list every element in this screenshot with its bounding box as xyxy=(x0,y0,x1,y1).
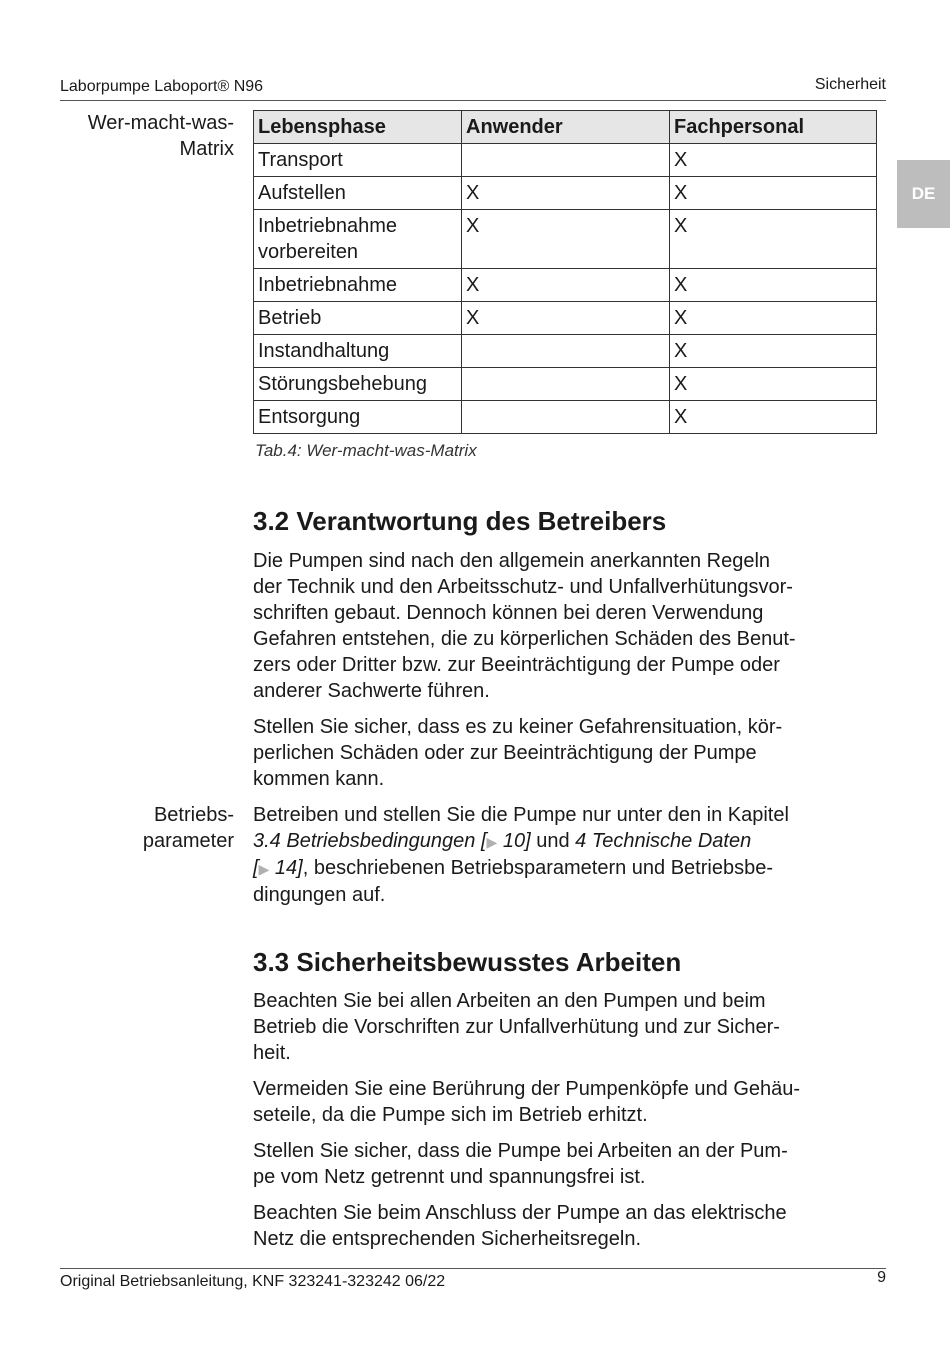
reference-page: 14] xyxy=(269,857,303,879)
header-cell: Fachpersonal xyxy=(670,111,877,144)
table-row xyxy=(254,210,877,269)
header-product: Laborpumpe Laboport® N96 xyxy=(60,78,264,95)
table-cell: X xyxy=(462,269,670,302)
table-cell: Betrieb xyxy=(254,302,462,335)
page-header xyxy=(60,76,886,101)
margin-label-line-1: Betriebs- xyxy=(153,804,234,826)
table-cell: X xyxy=(670,269,877,302)
section-title-3-2: 3.2 Verantwortung des Betreibers xyxy=(253,506,667,536)
paragraph xyxy=(253,988,883,1066)
table-row xyxy=(254,177,877,210)
paragraph xyxy=(253,714,883,792)
text-line: Stellen Sie sicher, dass die Pumpe bei Arbeiten an der Pum- xyxy=(253,1140,788,1162)
text-line: Beachten Sie bei allen Arbeiten an den Pumpen und beim xyxy=(253,990,766,1012)
table-row xyxy=(254,302,877,335)
table-cell: X xyxy=(462,177,670,210)
table-row xyxy=(254,269,877,302)
text-line: seteile, da die Pumpe sich im Betrieb erhitzt. xyxy=(253,1104,648,1126)
text-line: Netz die entsprechenden Sicherheitsregeln. xyxy=(253,1228,642,1250)
text-line: Gefahren entstehen, die zu körperlichen Schäden des Benut- xyxy=(253,628,796,650)
margin-label-line-2: parameter xyxy=(142,830,234,852)
text-line: perlichen Schäden oder zur Beeinträchtigung der Pumpe xyxy=(253,742,757,764)
paragraph xyxy=(253,1200,883,1252)
page-number: 9 xyxy=(877,1269,886,1286)
text-line: heit. xyxy=(253,1042,291,1064)
table-row xyxy=(254,368,877,401)
reference-page: 10] xyxy=(497,830,531,852)
paragraph xyxy=(253,1076,883,1128)
text-line: der Technik und den Arbeitsschutz- und Unfallverhütungsvor- xyxy=(253,576,793,598)
table-cell: X xyxy=(670,177,877,210)
matrix-label-line-1: Wer-macht-was- xyxy=(87,112,234,134)
table-cell: X xyxy=(462,210,670,269)
who-does-what-table xyxy=(253,110,877,434)
operating-parameters-margin-label xyxy=(143,802,234,854)
language-tab[interactable]: DE xyxy=(897,160,950,228)
cross-reference-link[interactable] xyxy=(253,857,303,879)
header-section: Sicherheit xyxy=(814,76,886,93)
table-row xyxy=(254,335,877,368)
table-cell: Entsorgung xyxy=(254,401,462,434)
operating-parameters-paragraph xyxy=(253,802,883,908)
table-cell: Transport xyxy=(254,144,462,177)
text-line: Betrieb die Vorschriften zur Unfallverhütung und zur Sicher- xyxy=(253,1016,780,1038)
page-footer xyxy=(60,1268,886,1295)
paragraph xyxy=(253,548,883,704)
table-cell: X xyxy=(670,302,877,335)
triangle-right-icon: ▶ xyxy=(258,861,270,877)
text-line: Betreiben und stellen Sie die Pumpe nur unter den in Kapitel xyxy=(253,804,789,826)
paragraph xyxy=(253,1138,883,1190)
text-line: zers oder Dritter bzw. zur Beeinträchtigung der Pumpe oder xyxy=(253,654,780,676)
reference-bracket: [ xyxy=(253,857,259,879)
table-cell: X xyxy=(670,401,877,434)
connector-text: und xyxy=(530,830,576,852)
cross-reference-link[interactable] xyxy=(253,830,531,852)
text-line: kommen kann. xyxy=(253,768,385,790)
text-line xyxy=(253,855,883,882)
footer-document-id: Original Betriebsanleitung, KNF 323241-323242 06/22 xyxy=(60,1273,446,1290)
text-line: Stellen Sie sicher, dass es zu keiner Gefahrensituation, kör- xyxy=(253,716,783,738)
reference-title: 3.4 Betriebsbedingungen [ xyxy=(253,830,487,852)
table-row xyxy=(254,401,877,434)
table-cell: X xyxy=(670,368,877,401)
text-line: Vermeiden Sie eine Berührung der Pumpenköpfe und Gehäu- xyxy=(253,1078,801,1100)
table-cell: X xyxy=(670,210,877,269)
text-line: pe vom Netz getrennt und spannungsfrei ist. xyxy=(253,1166,646,1188)
table-cell xyxy=(462,401,670,434)
table-cell: X xyxy=(670,335,877,368)
table-caption: Tab.4: Wer-macht-was-Matrix xyxy=(255,441,477,460)
text-line: dingungen auf. xyxy=(253,884,386,906)
table-cell: X xyxy=(462,302,670,335)
text-line: Die Pumpen sind nach den allgemein anerkannten Regeln xyxy=(253,550,771,572)
table-cell: Aufstellen xyxy=(254,177,462,210)
table-cell xyxy=(462,144,670,177)
table-header-row xyxy=(254,111,877,144)
cross-reference-link[interactable]: 4 Technische Daten xyxy=(575,830,752,852)
text-line: anderer Sachwerte führen. xyxy=(253,680,490,702)
table-cell: X xyxy=(670,144,877,177)
text-run: , beschriebenen Betriebsparametern und Betriebsbe- xyxy=(302,857,773,879)
matrix-margin-label xyxy=(88,110,234,162)
table-cell: Inbetriebnahme xyxy=(254,269,462,302)
section-title-3-3: 3.3 Sicherheitsbewusstes Arbeiten xyxy=(253,947,682,977)
matrix-label-line-2: Matrix xyxy=(179,138,234,160)
table-cell: Störungsbehebung xyxy=(254,368,462,401)
triangle-right-icon: ▶ xyxy=(486,834,498,850)
table-cell: Inbetriebnahme vorbereiten xyxy=(254,210,462,269)
table-cell: Instandhaltung xyxy=(254,335,462,368)
table-cell xyxy=(462,368,670,401)
header-cell: Lebensphase xyxy=(254,111,462,144)
text-line xyxy=(253,828,883,855)
table-cell xyxy=(462,335,670,368)
header-cell: Anwender xyxy=(462,111,670,144)
text-line: schriften gebaut. Dennoch können bei deren Verwendung xyxy=(253,602,764,624)
text-line: Beachten Sie beim Anschluss der Pumpe an das elektrische xyxy=(253,1202,787,1224)
table-row xyxy=(254,144,877,177)
